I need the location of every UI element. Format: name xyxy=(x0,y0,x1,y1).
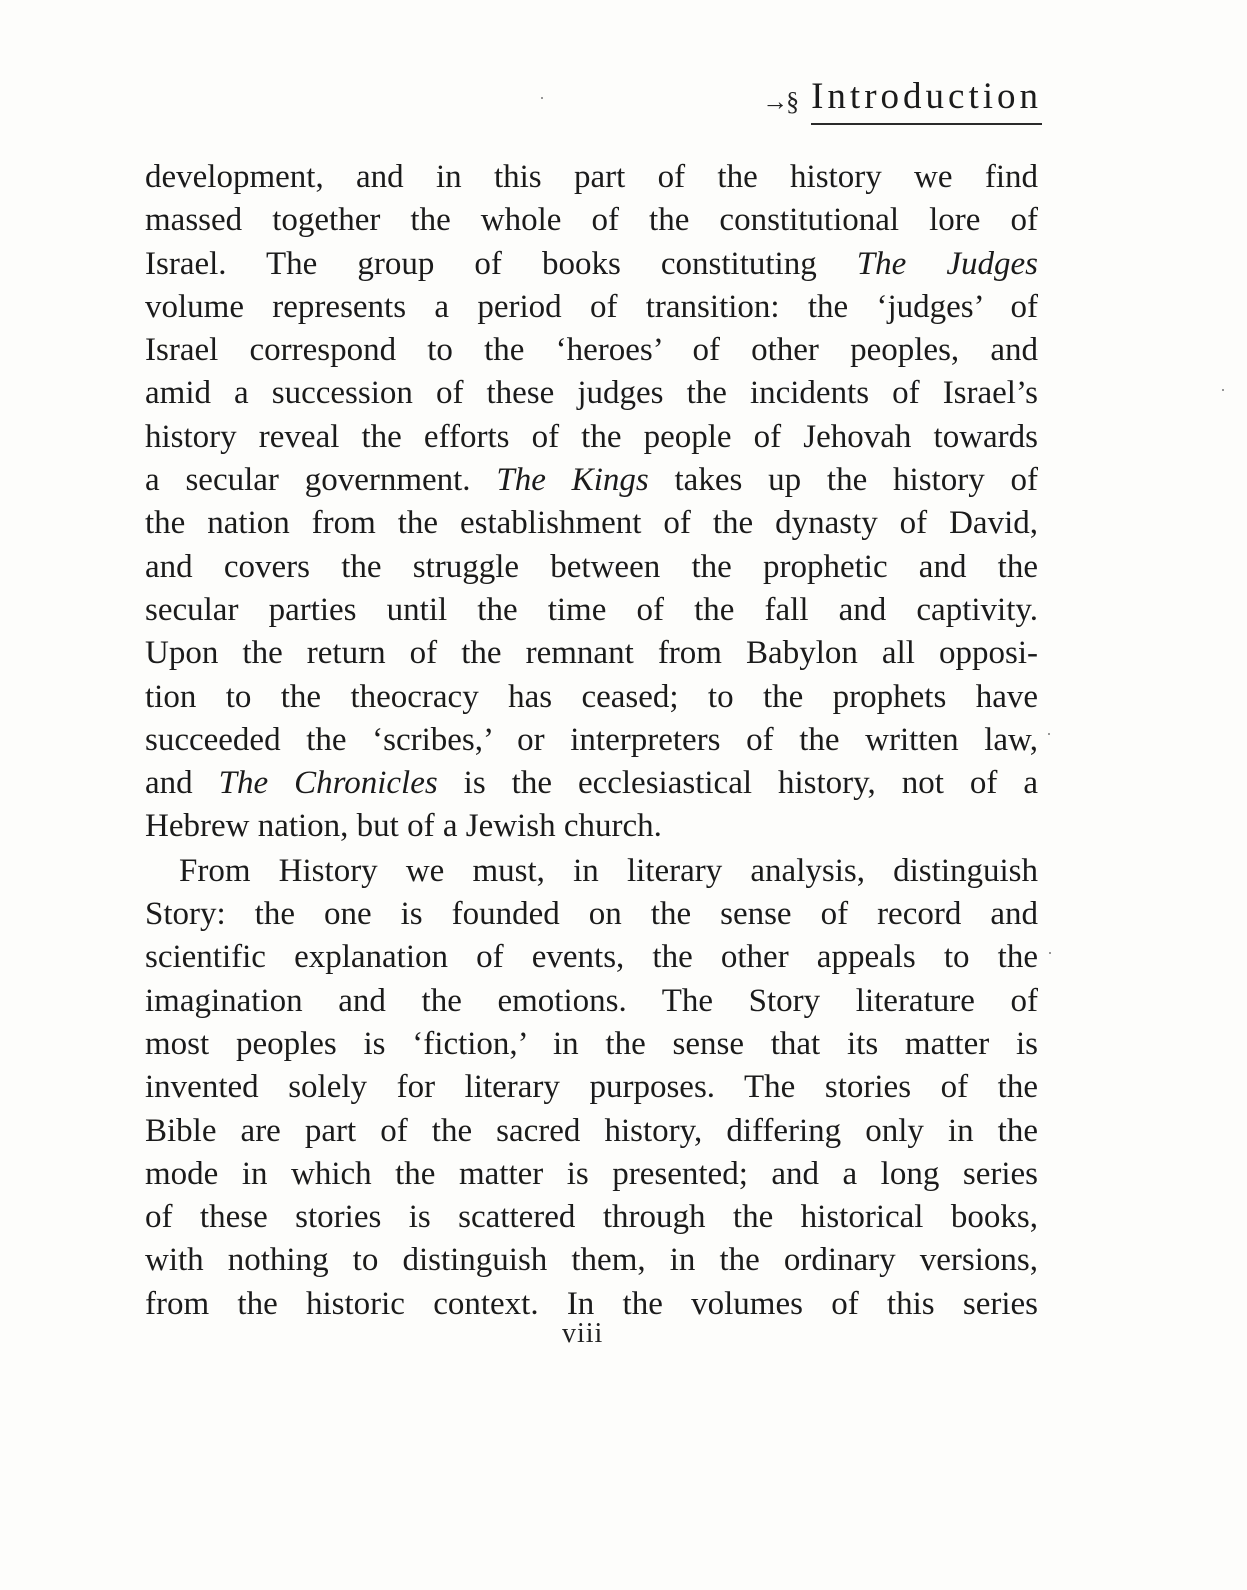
text-line: Hebrew nation, but of a Jewish church. xyxy=(145,808,662,845)
text-line: development, and in this part of the history we find xyxy=(145,159,1038,195)
italic-title: The Kings xyxy=(496,462,649,499)
text-line: Upon the return of the remnant from Babylon all opposi- xyxy=(145,635,1038,672)
paper-speck xyxy=(1049,952,1051,954)
text-line: Israel correspond to the ‘heroes’ of other peoples, and xyxy=(145,332,1038,369)
text-line: invented solely for literary purposes. The stories of the xyxy=(145,1069,1038,1106)
text-line: volume represents a period of transition: the ‘judges’ of xyxy=(145,288,1038,325)
running-title: Introduction xyxy=(811,78,1042,125)
text-line: scientific explanation of events, the other appeals to the xyxy=(145,939,1038,976)
text-line: From History we must, in literary analysis, distinguish xyxy=(179,852,1038,889)
text-line: history reveal the efforts of the people of Jehovah towards xyxy=(145,418,1038,455)
text-line: the nation from the establishment of the dynasty of David, xyxy=(145,505,1038,542)
page-number: viii xyxy=(562,1318,604,1349)
text-line: massed together the whole of the constitutional lore of xyxy=(145,202,1038,239)
text-line: amid a succession of these judges the incidents of Israel’s xyxy=(145,375,1038,412)
text-line: mode in which the matter is presented; and a long series xyxy=(145,1155,1038,1192)
text-line: tion to the theocracy has ceased; to the prophets have xyxy=(145,678,1038,715)
text-line: with nothing to distinguish them, in the ordinary versions, xyxy=(145,1242,1038,1279)
text-line: a secular government. The Kings takes up the history of xyxy=(145,462,1038,499)
italic-title: The Judges xyxy=(856,245,1038,282)
arrow-ornament-icon: →§ xyxy=(762,87,798,116)
text-line: from the historic context. In the volumes of this series xyxy=(145,1285,1038,1322)
text-line: most peoples is ‘fiction,’ in the sense that its matter is xyxy=(145,1025,1038,1062)
text-line: of these stories is scattered through the historical books, xyxy=(145,1199,1038,1236)
paper-speck xyxy=(541,97,543,99)
text-line: Story: the one is founded on the sense of record and xyxy=(145,896,1038,933)
text-line: and covers the struggle between the prophetic and the xyxy=(145,548,1038,585)
italic-title: The Chronicles xyxy=(218,765,438,802)
text-line: imagination and the emotions. The Story literature of xyxy=(145,982,1038,1019)
text-line: Bible are part of the sacred history, differing only in the xyxy=(145,1112,1038,1149)
running-header xyxy=(762,78,1042,125)
text-line: Israel. The group of books constituting The Judges xyxy=(145,245,1038,282)
paper-speck xyxy=(1048,733,1050,735)
body-text xyxy=(145,156,1038,1326)
paper-speck xyxy=(1222,389,1224,391)
text-line: secular parties until the time of the fall and captivity. xyxy=(145,591,1038,628)
text-line: succeeded the ‘scribes,’ or interpreters of the written law, xyxy=(145,721,1038,758)
text-line: and The Chronicles is the ecclesiastical history, not of a xyxy=(145,765,1038,802)
